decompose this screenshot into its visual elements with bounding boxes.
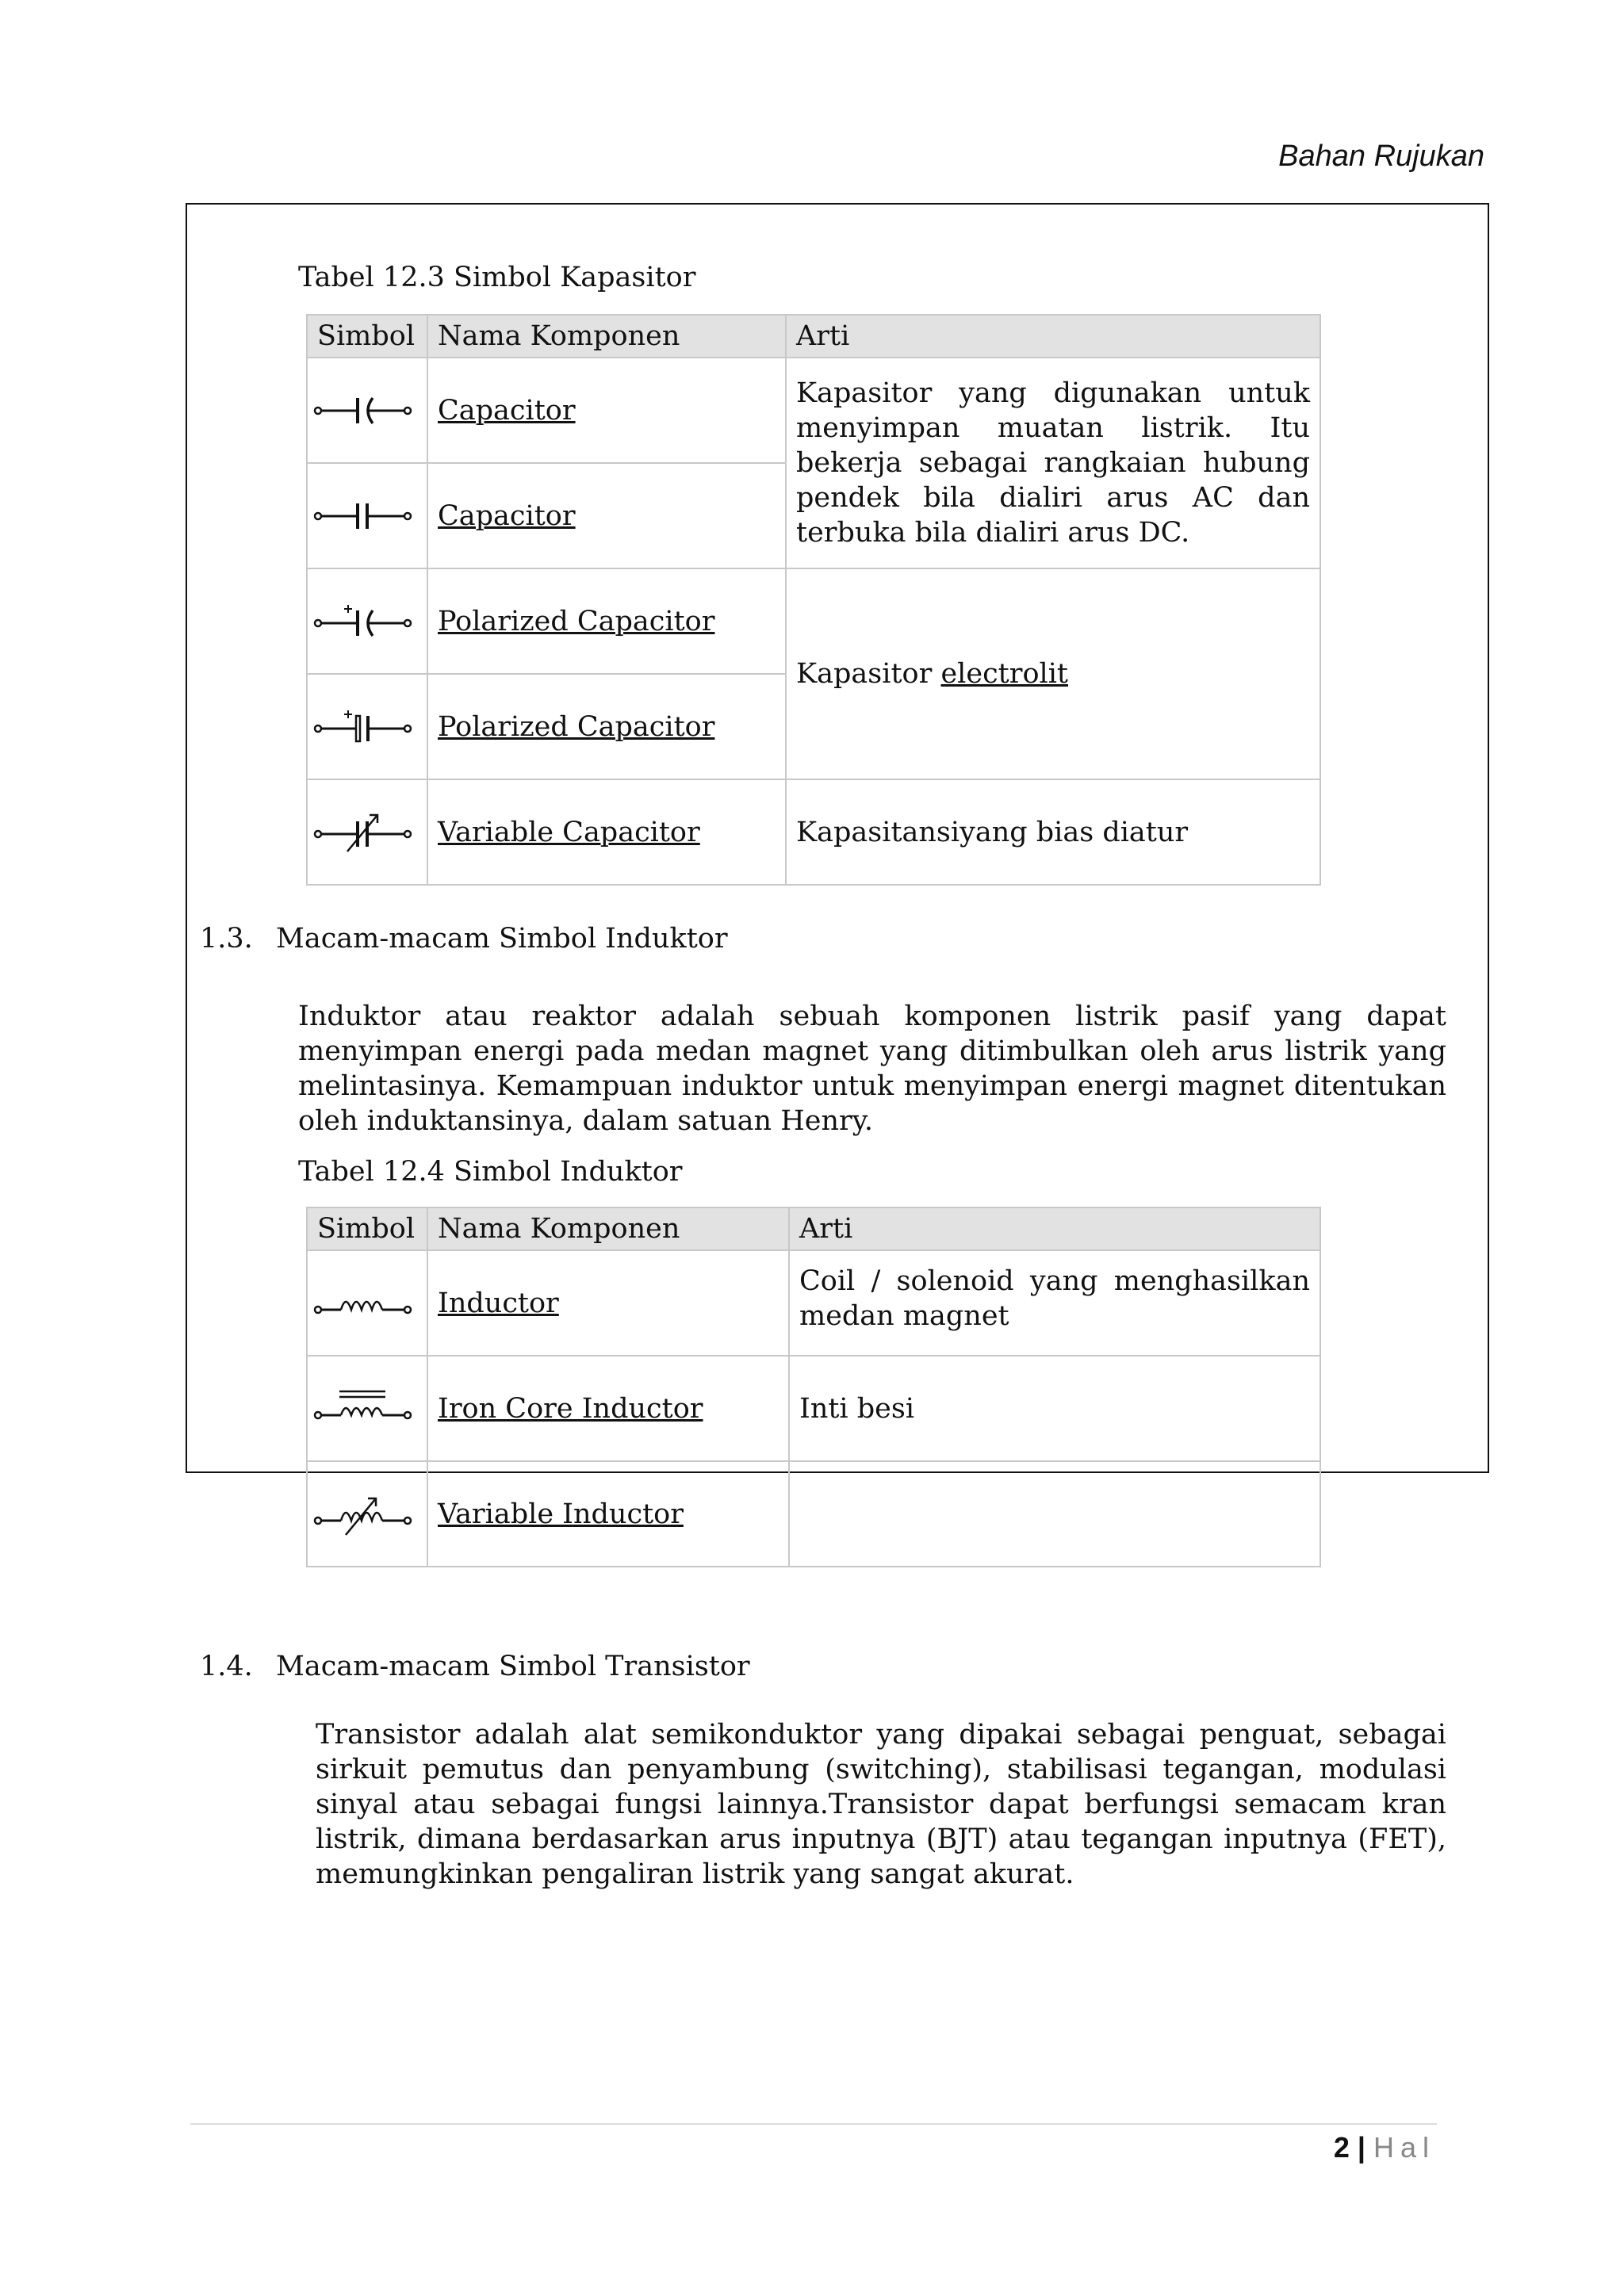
component-name-link[interactable]: Polarized Capacitor — [438, 605, 715, 637]
section-heading-transistor — [200, 1651, 750, 1682]
capacitor-table-caption: Tabel 12.3 Simbol Kapasitor — [298, 262, 696, 293]
table-header-row — [307, 315, 1320, 358]
column-header-simbol: Simbol — [307, 1207, 427, 1250]
component-name-link[interactable]: Capacitor — [438, 499, 576, 532]
iron-core-inductor-symbol-icon — [312, 1385, 416, 1433]
meaning-cell — [789, 1461, 1320, 1567]
column-header-nama-komponen: Nama Komponen — [427, 1207, 789, 1250]
table-row — [307, 1250, 1320, 1356]
component-name-link[interactable]: Capacitor — [438, 394, 576, 427]
meaning-text: Kapasitor — [796, 658, 933, 690]
component-name-cell — [427, 358, 786, 463]
column-header-simbol: Simbol — [307, 315, 427, 358]
footer-divider — [190, 2123, 1437, 2125]
symbol-cell — [307, 674, 427, 779]
meaning-cell: Coil / solenoid yang menghasilkan medan magnet — [789, 1250, 1320, 1356]
page-number-separator: | — [1357, 2131, 1365, 2164]
component-name-cell — [427, 1356, 789, 1461]
column-header-arti: Arti — [786, 315, 1320, 358]
inductor-paragraph: Induktor atau reaktor adalah sebuah komponen listrik pasif yang dapat menyimpan energi pada medan magnet yang ditimbulkan oleh arus listrik yang melintasinya. Kemampuan induktor untuk menyimpan energi magnet ditentukan oleh induktansinya, dalam satuan Henry. — [298, 1001, 1446, 1137]
section-heading-inductor — [200, 923, 728, 955]
meaning-cell: Inti besi — [789, 1356, 1320, 1461]
polarized-capacitor-symbol-icon — [312, 598, 416, 645]
table-row — [307, 1356, 1320, 1461]
symbol-cell — [307, 779, 427, 885]
component-name-cell — [427, 463, 786, 568]
meaning-cell — [786, 568, 1320, 779]
component-name-link[interactable]: Variable Capacitor — [438, 816, 700, 848]
table-row — [307, 568, 1320, 674]
component-name-cell — [427, 1250, 789, 1356]
column-header-nama-komponen: Nama Komponen — [427, 315, 786, 358]
capacitor-symbol-icon — [312, 492, 416, 540]
meaning-cell: Kapasitor yang digunakan untuk menyimpan muatan listrik. Itu bekerja sebagai rangkaian hubung pendek bila dialiri arus AC dan terbuka bila dialiri arus DC. — [786, 358, 1320, 568]
section-title: Macam-macam Simbol Transistor — [276, 1651, 750, 1682]
symbol-cell — [307, 358, 427, 463]
page-number-value: 2 — [1333, 2131, 1350, 2164]
page-label: Hal — [1373, 2131, 1435, 2164]
symbol-cell — [307, 1250, 427, 1356]
section-number: 1.4. — [200, 1651, 253, 1682]
table-row — [307, 1461, 1320, 1567]
variable-inductor-symbol-icon — [312, 1490, 416, 1538]
section-number: 1.3. — [200, 923, 253, 955]
symbol-cell — [307, 463, 427, 568]
table-row — [307, 358, 1320, 463]
capacitor-table — [306, 314, 1321, 886]
inductor-symbol-icon — [312, 1280, 416, 1327]
electrolit-link[interactable]: electrolit — [940, 658, 1068, 690]
section-title: Macam-macam Simbol Induktor — [276, 923, 728, 955]
inductor-table — [306, 1207, 1321, 1567]
component-name-cell — [427, 1461, 789, 1567]
component-name-cell — [427, 674, 786, 779]
component-name-cell — [427, 568, 786, 674]
variable-capacitor-symbol-icon — [312, 809, 416, 856]
component-name-link[interactable]: Inductor — [438, 1287, 559, 1319]
component-name-cell — [427, 779, 786, 885]
table-row — [307, 779, 1320, 885]
component-name-link[interactable]: Variable Inductor — [438, 1498, 684, 1530]
transistor-paragraph: Transistor adalah alat semikonduktor yang dipakai sebagai penguat, sebagai sirkuit pemutus dan penyambung (switching), stabilisasi tegangan, modulasi sinyal atau sebagai fungsi lainnya.Transistor dapat berfungsi semacam kran listrik, dimana berdasarkan arus inputnya (BJT) atau tegangan inputnya (FET), memungkinkan pengaliran listrik yang sangat akurat. — [316, 1719, 1446, 1890]
page-number — [1334, 2131, 1435, 2164]
header-title: Bahan Rujukan — [1278, 140, 1484, 173]
symbol-cell — [307, 1461, 427, 1567]
component-name-link[interactable]: Iron Core Inductor — [438, 1392, 703, 1425]
capacitor-symbol-icon — [312, 387, 416, 434]
column-header-arti: Arti — [789, 1207, 1320, 1250]
polarized-capacitor-symbol-icon — [312, 703, 416, 751]
symbol-cell — [307, 568, 427, 674]
inductor-table-caption: Tabel 12.4 Simbol Induktor — [298, 1156, 683, 1188]
table-header-row — [307, 1207, 1320, 1250]
meaning-cell: Kapasitansiyang bias diatur — [786, 779, 1320, 885]
symbol-cell — [307, 1356, 427, 1461]
component-name-link[interactable]: Polarized Capacitor — [438, 710, 715, 743]
